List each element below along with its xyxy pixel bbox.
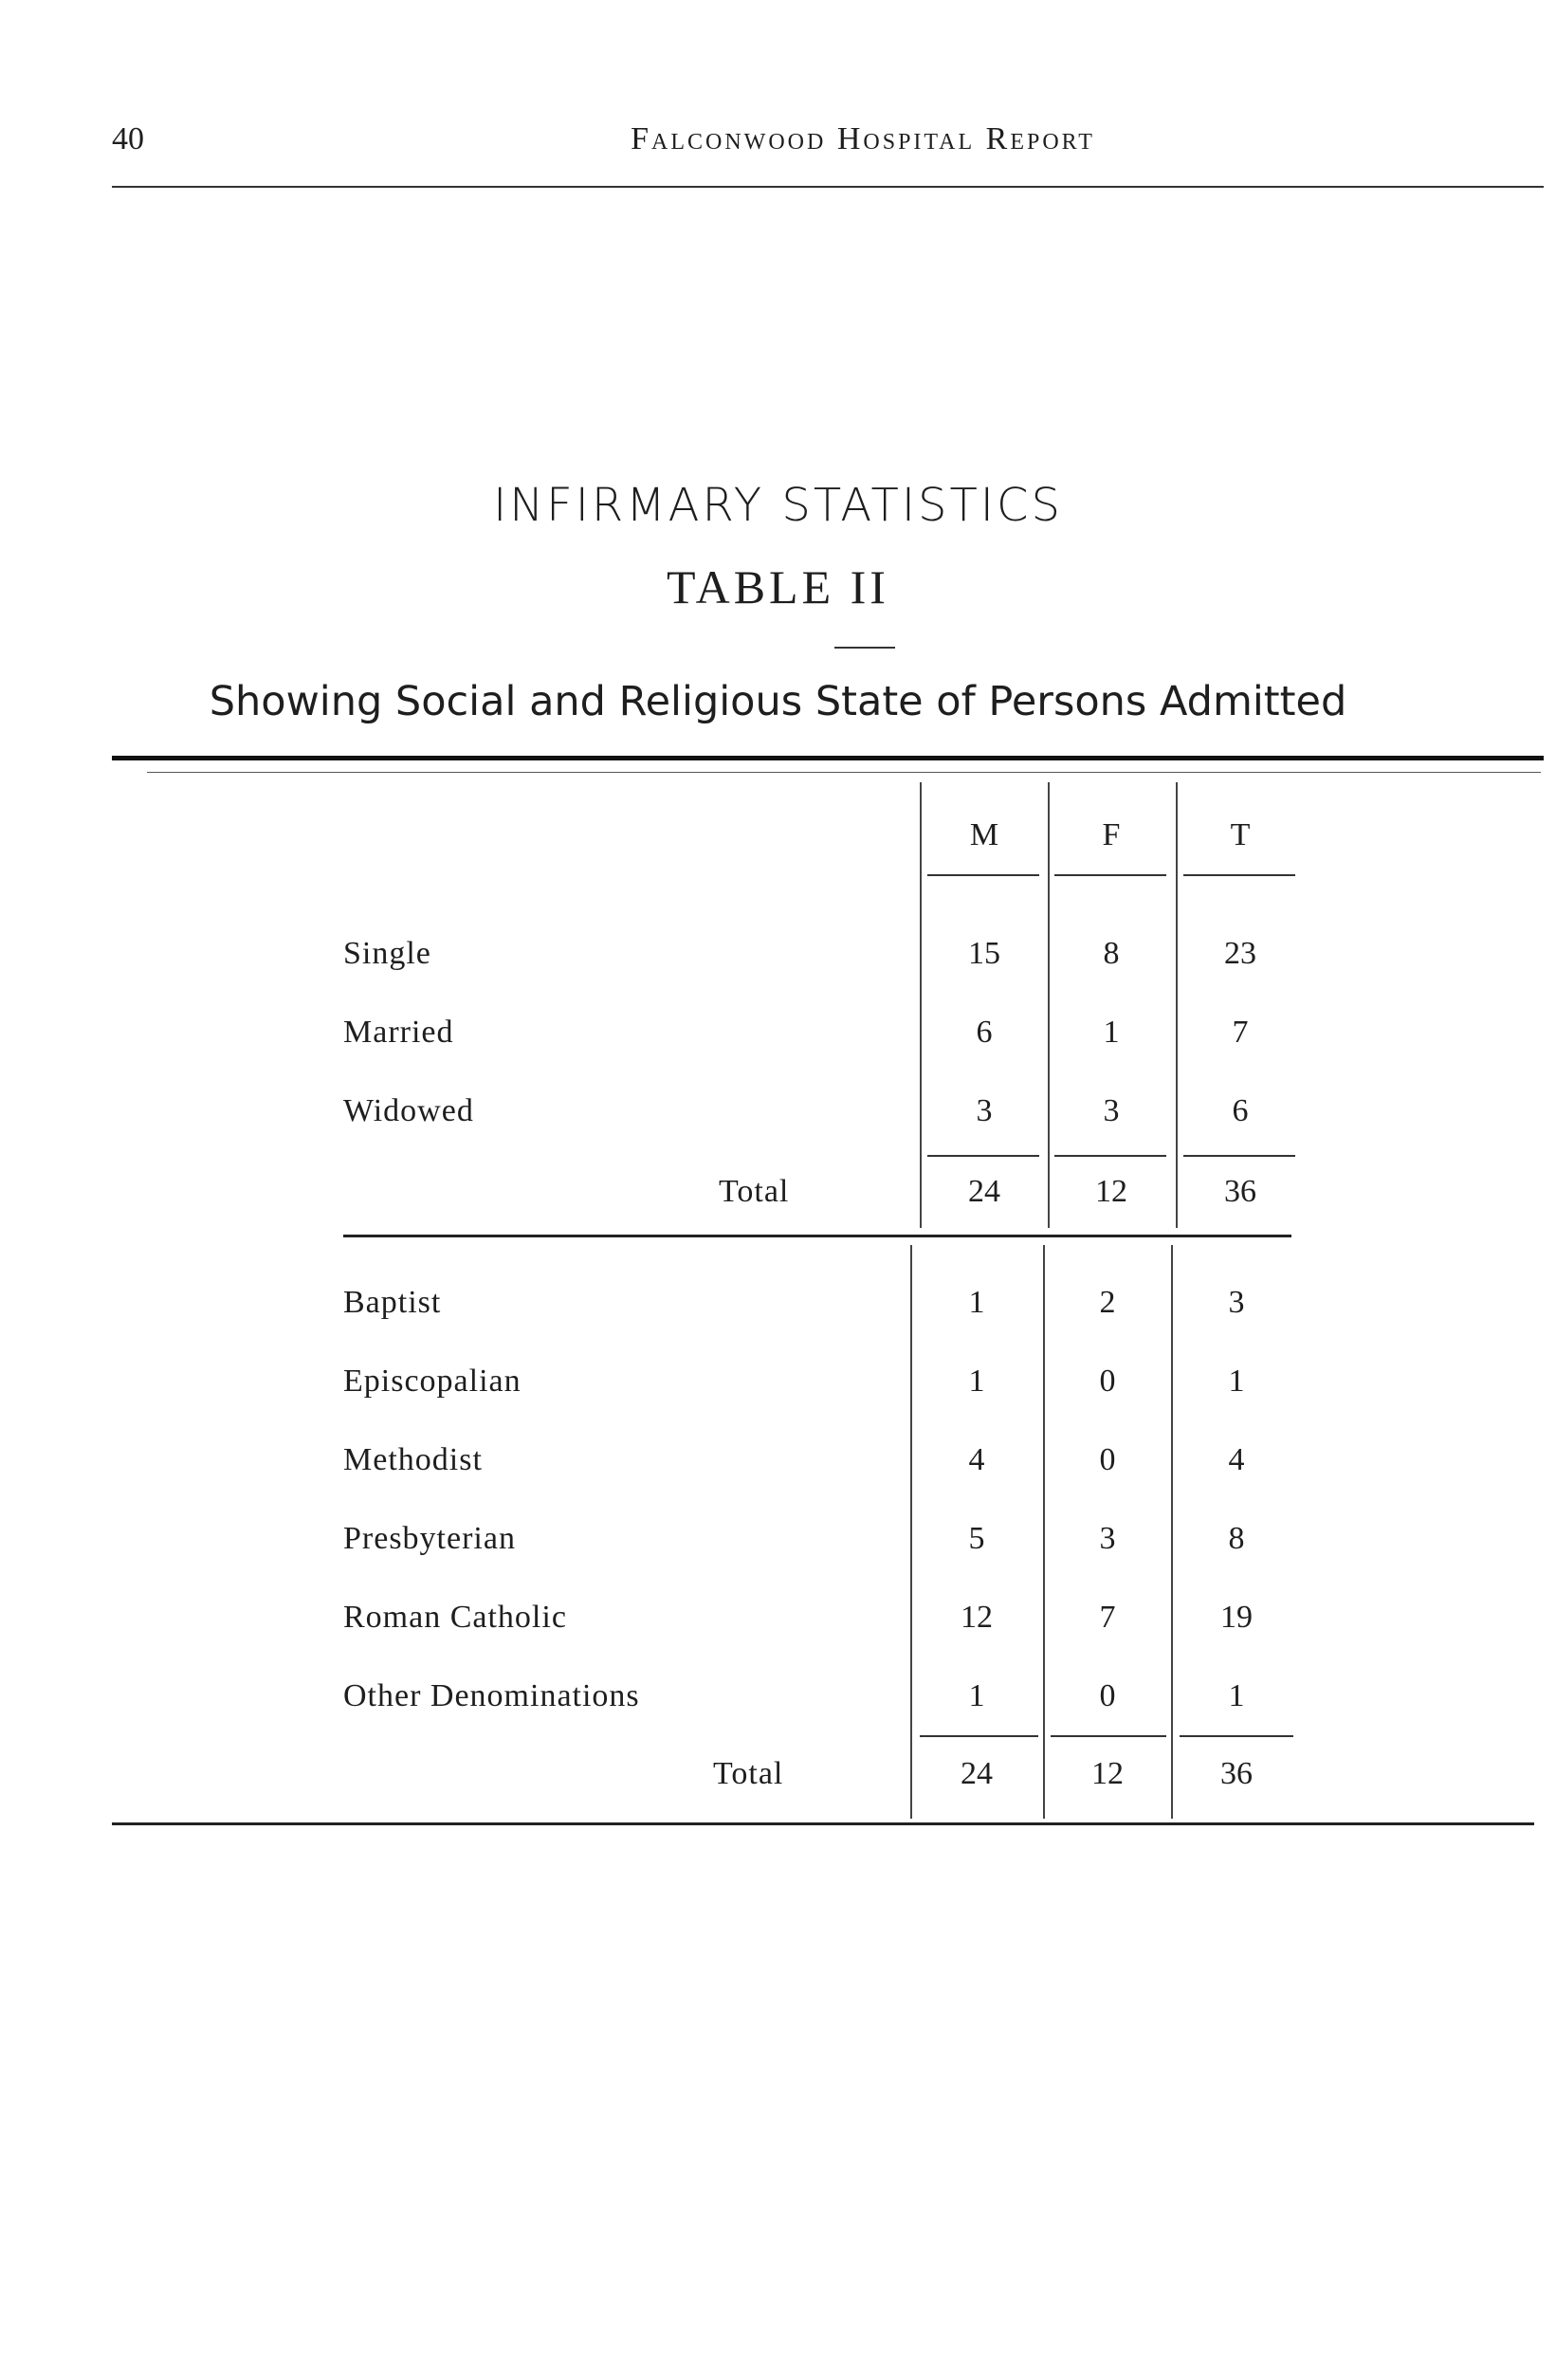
- cell-t: 3: [1228, 1285, 1245, 1320]
- table-number: TABLE II: [667, 560, 889, 613]
- total-m: 24: [961, 1756, 993, 1791]
- table-top-rule: [112, 756, 1544, 760]
- cell-t: 19: [1220, 1600, 1253, 1635]
- cell-m: 15: [968, 936, 1000, 971]
- cell-f: 3: [1099, 1521, 1116, 1556]
- header-underline: [927, 874, 1039, 876]
- total-label: Total: [713, 1756, 784, 1791]
- cell-t: 7: [1232, 1015, 1249, 1050]
- row-label: Other Denominations: [343, 1678, 640, 1713]
- subtotal-rule: [1051, 1735, 1166, 1737]
- header-underline: [1054, 874, 1166, 876]
- total-t: 36: [1224, 1174, 1256, 1209]
- column-divider: [1176, 782, 1178, 1228]
- cell-m: 5: [968, 1521, 985, 1556]
- cell-t: 6: [1232, 1093, 1249, 1128]
- column-divider: [920, 782, 922, 1228]
- cell-t: 4: [1228, 1442, 1245, 1477]
- cell-f: 8: [1103, 936, 1120, 971]
- row-label: Single: [343, 936, 431, 971]
- cell-m: 1: [968, 1285, 985, 1320]
- title-divider: [834, 647, 895, 649]
- cell-f: 2: [1099, 1285, 1116, 1320]
- table-caption: Showing Social and Religious State of Persons Admitted: [209, 678, 1347, 725]
- subtotal-rule: [1054, 1155, 1166, 1157]
- cell-m: 4: [968, 1442, 985, 1477]
- header-underline: [1183, 874, 1295, 876]
- column-divider: [1171, 1245, 1173, 1819]
- column-header-f: F: [1102, 817, 1121, 852]
- column-divider: [1043, 1245, 1045, 1819]
- row-label: Presbyterian: [343, 1521, 516, 1556]
- column-divider: [910, 1245, 912, 1819]
- total-f: 12: [1091, 1756, 1124, 1791]
- cell-f: 0: [1099, 1364, 1116, 1399]
- column-header-m: M: [969, 817, 999, 852]
- subtotal-rule: [1183, 1155, 1295, 1157]
- cell-f: 0: [1099, 1442, 1116, 1477]
- row-label: Married: [343, 1015, 454, 1050]
- column-header-t: T: [1230, 817, 1251, 852]
- column-divider: [1048, 782, 1050, 1228]
- row-label: Roman Catholic: [343, 1600, 567, 1635]
- total-label: Total: [719, 1174, 790, 1209]
- page-number: 40: [112, 121, 144, 156]
- table-bottom-rule: [112, 1822, 1534, 1825]
- cell-t: 23: [1224, 936, 1256, 971]
- row-label: Widowed: [343, 1093, 474, 1128]
- page-title: INFIRMARY STATISTICS: [493, 479, 1063, 532]
- cell-t: 8: [1228, 1521, 1245, 1556]
- subtotal-rule: [920, 1735, 1038, 1737]
- cell-m: 12: [961, 1600, 993, 1635]
- cell-m: 6: [976, 1015, 993, 1050]
- cell-f: 1: [1103, 1015, 1120, 1050]
- row-label: Methodist: [343, 1442, 483, 1477]
- subtotal-rule: [927, 1155, 1039, 1157]
- cell-t: 1: [1228, 1364, 1245, 1399]
- total-m: 24: [968, 1174, 1000, 1209]
- row-label: Baptist: [343, 1285, 442, 1320]
- cell-t: 1: [1228, 1678, 1245, 1713]
- header-rule: [112, 186, 1544, 188]
- cell-m: 3: [976, 1093, 993, 1128]
- subtotal-rule: [1180, 1735, 1293, 1737]
- total-t: 36: [1220, 1756, 1253, 1791]
- cell-m: 1: [968, 1678, 985, 1713]
- cell-f: 3: [1103, 1093, 1120, 1128]
- cell-m: 1: [968, 1364, 985, 1399]
- cell-f: 0: [1099, 1678, 1116, 1713]
- cell-f: 7: [1099, 1600, 1116, 1635]
- total-f: 12: [1095, 1174, 1127, 1209]
- running-head: Falconwood Hospital Report: [631, 121, 1095, 156]
- table-top-thin-rule: [147, 772, 1541, 773]
- section-divider: [343, 1235, 1291, 1237]
- row-label: Episcopalian: [343, 1364, 522, 1399]
